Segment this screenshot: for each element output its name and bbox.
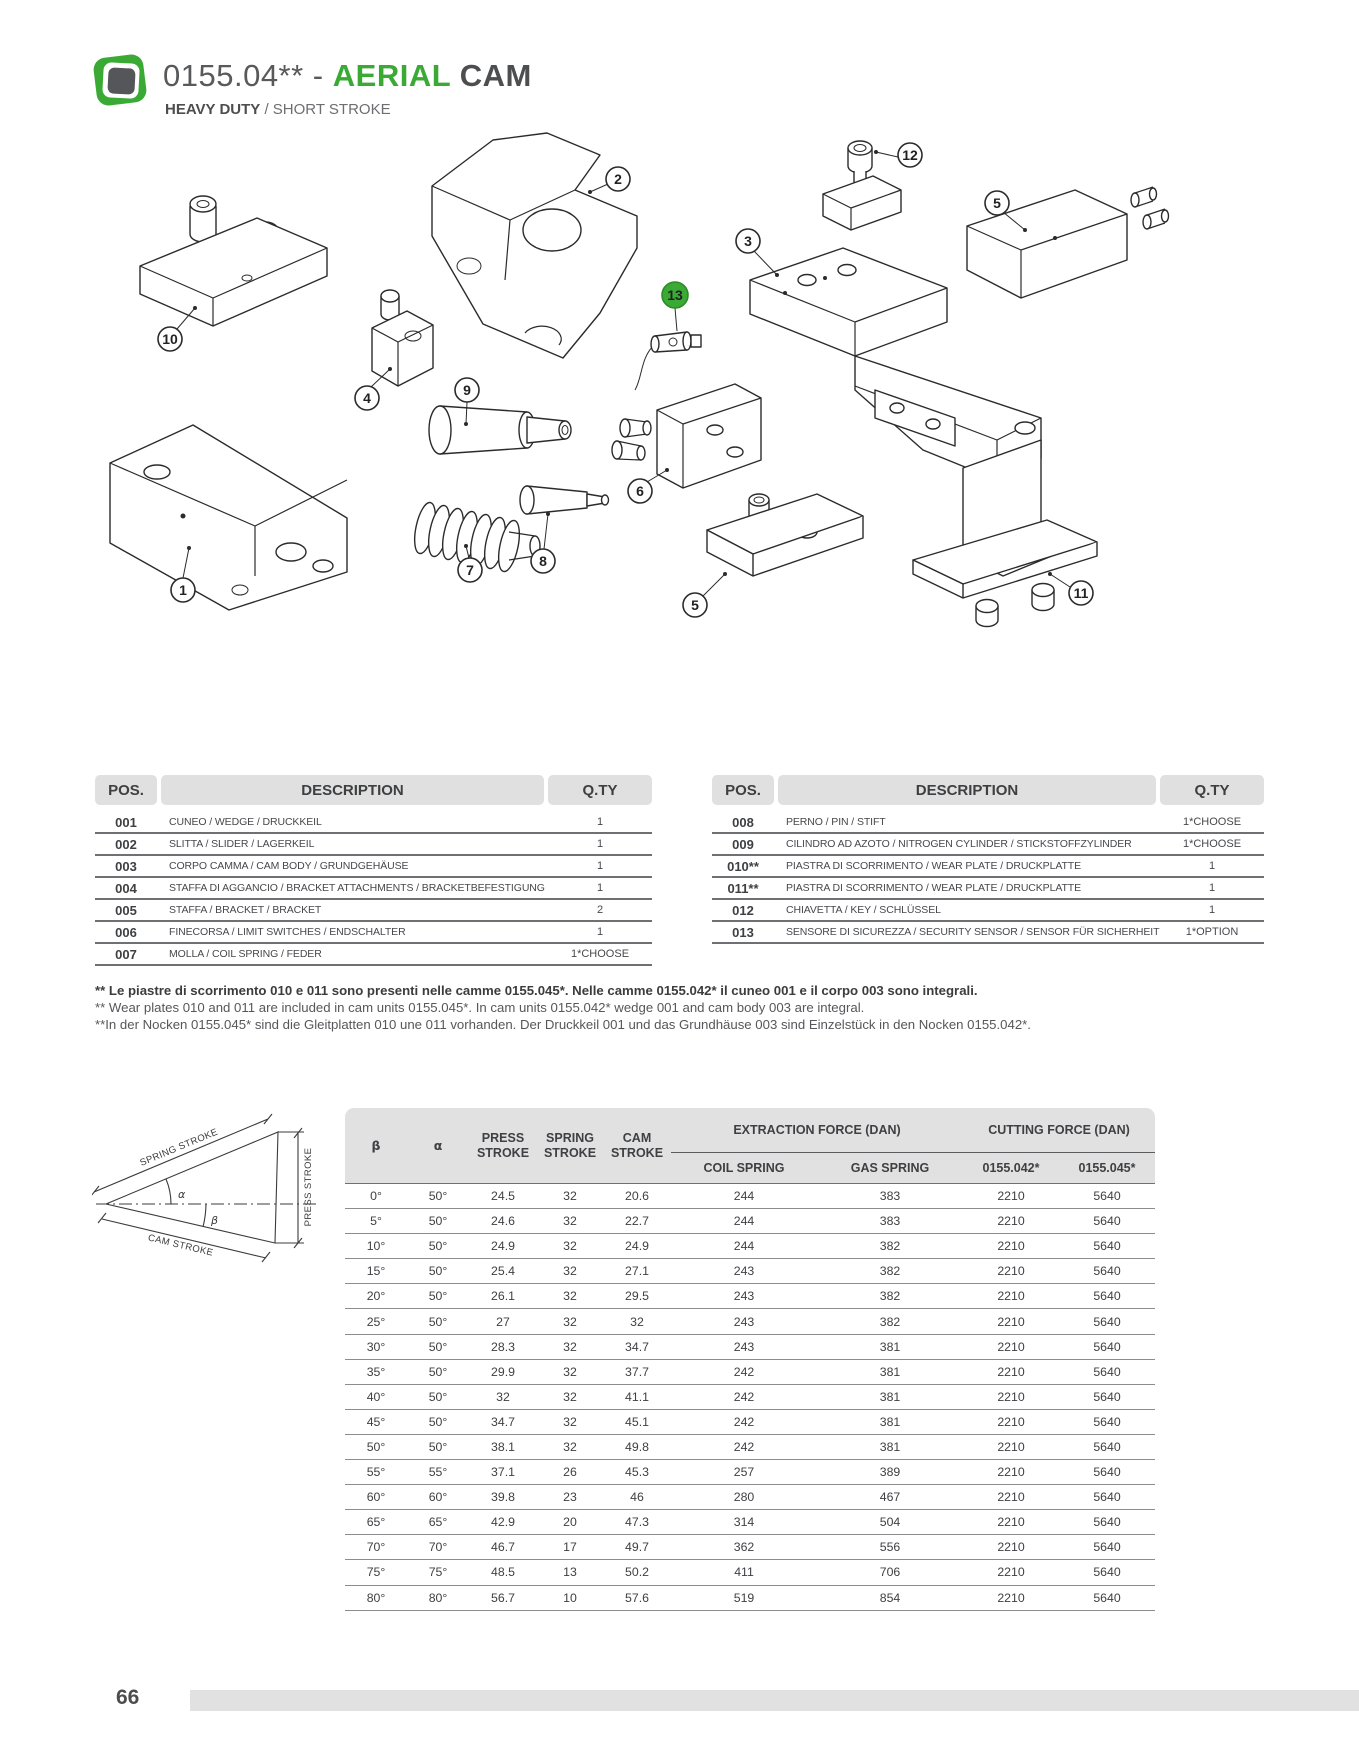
cam-stroke-value: 49.8 [603,1434,671,1459]
press-stroke-value: 37.1 [469,1460,537,1485]
gas-spring-value: 381 [817,1434,963,1459]
spring-stroke-value: 10 [537,1585,603,1610]
logo-dark-square [107,67,135,94]
column-header-qty: Q.TY [1160,775,1264,805]
header-0155-045: 0155.045* [1059,1153,1155,1184]
header-press-stroke: PRESS STROKE [469,1108,537,1184]
cam-stroke-label: CAM STROKE [146,1232,215,1259]
coil-spring-value: 411 [671,1560,817,1585]
press-stroke-value: 48.5 [469,1560,537,1585]
header-gas-spring: GAS SPRING [817,1153,963,1184]
part-pos: 012 [712,899,774,921]
part-pos: 004 [95,877,157,899]
coil-spring-value: 519 [671,1585,817,1610]
cutting-045-value: 5640 [1059,1560,1155,1585]
cutting-045-value: 5640 [1059,1460,1155,1485]
svg-text:1: 1 [179,582,187,598]
part-013-security-sensor [635,332,701,390]
alpha-label: α [178,1188,186,1201]
part-description: PIASTRA DI SCORRIMENTO / WEAR PLATE / DRUCKPLATTE [774,877,1160,899]
exploded-parts-diagram [95,128,1265,693]
part-pos: 001 [95,812,157,833]
parts-row [712,877,1264,899]
part-description: CORPO CAMMA / CAM BODY / GRUNDGEHÄUSE [157,855,548,877]
cutting-042-value: 2210 [963,1234,1059,1259]
cutting-042-value: 2210 [963,1510,1059,1535]
beta-value: 20° [345,1284,407,1309]
coil-spring-value: 244 [671,1209,817,1234]
part-qty: 2 [548,899,652,921]
beta-label: β [211,1214,219,1227]
press-stroke-value: 39.8 [469,1485,537,1510]
spring-stroke-value: 32 [537,1309,603,1334]
coil-spring-value: 244 [671,1234,817,1259]
alpha-value: 50° [407,1209,469,1234]
cutting-045-value: 5640 [1059,1334,1155,1359]
alpha-value: 80° [407,1585,469,1610]
cam-stroke-value: 27.1 [603,1259,671,1284]
parts-row [95,921,652,943]
press-stroke-value: 27 [469,1309,537,1334]
beta-value: 50° [345,1434,407,1459]
alpha-value: 50° [407,1259,469,1284]
cutting-042-value: 2210 [963,1309,1059,1334]
cam-stroke-value: 57.6 [603,1585,671,1610]
spring-stroke-value: 32 [537,1284,603,1309]
gas-spring-value: 382 [817,1309,963,1334]
gas-spring-value: 382 [817,1259,963,1284]
spec-row [345,1334,1155,1359]
beta-value: 45° [345,1409,407,1434]
cutting-045-value: 5640 [1059,1184,1155,1209]
svg-text:9: 9 [463,382,471,398]
alpha-value: 50° [407,1359,469,1384]
cutting-045-value: 5640 [1059,1485,1155,1510]
parts-table-left [95,775,652,966]
spring-stroke-value: 26 [537,1460,603,1485]
cutting-042-value: 2210 [963,1535,1059,1560]
spring-stroke-value: 32 [537,1434,603,1459]
column-header-pos: POS. [712,775,774,805]
footnote-english: ** Wear plates 010 and 011 are included in cam units 0155.045*. In cam units 0155.042* wedge 001 and cam body 003 are integral. [95,1000,865,1015]
cutting-045-value: 5640 [1059,1409,1155,1434]
header-alpha: α [407,1108,469,1184]
spring-stroke-value: 20 [537,1510,603,1535]
cutting-042-value: 2210 [963,1259,1059,1284]
part-qty: 1*OPTION [1160,921,1264,943]
coil-spring-value: 243 [671,1309,817,1334]
part-pos: 013 [712,921,774,943]
cutting-045-value: 5640 [1059,1309,1155,1334]
part-qty: 1 [548,812,652,833]
svg-text:5: 5 [691,597,699,613]
callout-12 [874,143,922,167]
spring-stroke-value: 32 [537,1234,603,1259]
press-stroke-label: PRESS STROKE [303,1147,314,1227]
gas-spring-value: 504 [817,1510,963,1535]
svg-text:11: 11 [1073,585,1089,601]
part-qty: 1*CHOOSE [1160,833,1264,855]
spring-stroke-value: 32 [537,1359,603,1384]
spec-row [345,1309,1155,1334]
spring-stroke-label: SPRING STROKE [138,1126,220,1169]
cam-stroke-value: 24.9 [603,1234,671,1259]
callout-10 [158,306,197,351]
header-coil-spring: COIL SPRING [671,1153,817,1184]
coil-spring-value: 243 [671,1334,817,1359]
header-0155-042: 0155.042* [963,1153,1059,1184]
parts-row [95,943,652,965]
coil-spring-value: 280 [671,1485,817,1510]
part-description: SLITTA / SLIDER / LAGERKEIL [157,833,548,855]
coil-spring-value: 242 [671,1434,817,1459]
cutting-045-value: 5640 [1059,1384,1155,1409]
spec-row [345,1510,1155,1535]
parts-row [712,855,1264,877]
part-009-nitrogen-cylinder [429,406,571,454]
spring-stroke-value: 23 [537,1485,603,1510]
press-stroke-value: 32 [469,1384,537,1409]
part-qty: 1 [1160,877,1264,899]
spec-row [345,1359,1155,1384]
cam-stroke-value: 41.1 [603,1384,671,1409]
svg-text:5: 5 [993,195,1001,211]
part-description: STAFFA DI AGGANCIO / BRACKET ATTACHMENTS / BRACKETBEFESTIGUNG [157,877,548,899]
stroke-geometry-diagram [92,1112,347,1270]
spec-table-section [345,1108,1155,1611]
parts-row [712,899,1264,921]
part-pos: 010** [712,855,774,877]
cutting-045-value: 5640 [1059,1359,1155,1384]
press-stroke-value: 28.3 [469,1334,537,1359]
gas-spring-value: 381 [817,1384,963,1409]
spec-row [345,1485,1155,1510]
beta-value: 0° [345,1184,407,1209]
part-010-wear-plate [140,196,327,326]
callout-13-highlighted [662,282,688,331]
spring-stroke-value: 17 [537,1535,603,1560]
svg-text:7: 7 [466,562,474,578]
title-accent: AERIAL [332,58,451,93]
parts-row [712,921,1264,943]
spec-row [345,1409,1155,1434]
parts-row [95,855,652,877]
cutting-045-value: 5640 [1059,1284,1155,1309]
parts-row [712,812,1264,833]
cutting-042-value: 2210 [963,1460,1059,1485]
part-qty: 1 [548,833,652,855]
cam-stroke-value: 37.7 [603,1359,671,1384]
coil-spring-value: 243 [671,1259,817,1284]
page-number: 66 [116,1686,140,1709]
svg-text:6: 6 [636,483,644,499]
parts-row [95,899,652,921]
svg-text:3: 3 [744,233,752,249]
cutting-042-value: 2210 [963,1359,1059,1384]
alpha-value: 55° [407,1460,469,1485]
svg-text:12: 12 [902,147,918,163]
cutting-045-value: 5640 [1059,1585,1155,1610]
callout-3 [736,229,779,277]
coil-spring-value: 242 [671,1384,817,1409]
part-qty: 1*CHOOSE [1160,812,1264,833]
part-006-limit-switch-bracket [612,384,761,488]
beta-value: 40° [345,1384,407,1409]
cutting-042-value: 2210 [963,1560,1059,1585]
part-pos: 008 [712,812,774,833]
spec-row [345,1209,1155,1234]
spec-row [345,1184,1155,1209]
press-stroke-value: 25.4 [469,1259,537,1284]
beta-value: 10° [345,1234,407,1259]
spec-table [345,1108,1155,1611]
cam-stroke-value: 50.2 [603,1560,671,1585]
spec-row [345,1535,1155,1560]
beta-value: 25° [345,1309,407,1334]
cam-stroke-value: 49.7 [603,1535,671,1560]
callout-2 [588,167,630,194]
coil-spring-value: 314 [671,1510,817,1535]
press-stroke-value: 24.6 [469,1209,537,1234]
brand-logo-icon [95,54,149,108]
spring-stroke-value: 32 [537,1384,603,1409]
svg-text:2: 2 [614,171,622,187]
part-002-slider-body [432,133,637,358]
part-pos: 006 [95,921,157,943]
gas-spring-value: 381 [817,1409,963,1434]
beta-value: 75° [345,1560,407,1585]
part-001-wedge [110,425,347,610]
cutting-045-value: 5640 [1059,1434,1155,1459]
press-stroke-value: 34.7 [469,1409,537,1434]
part-012-key [823,141,901,230]
beta-value: 80° [345,1585,407,1610]
beta-value: 15° [345,1259,407,1284]
spec-row [345,1284,1155,1309]
footnote-italian: ** Le piastre di scorrimento 010 e 011 sono presenti nelle camme 0155.045*. Nelle camme 0155.042* il cuneo 001 e il corpo 003 sono integrali. [95,983,978,998]
beta-value: 65° [345,1510,407,1535]
press-stroke-value: 24.5 [469,1184,537,1209]
press-stroke-value: 42.9 [469,1510,537,1535]
beta-value: 60° [345,1485,407,1510]
spec-row [345,1434,1155,1459]
cam-stroke-value: 29.5 [603,1284,671,1309]
beta-value: 30° [345,1334,407,1359]
press-stroke-value: 56.7 [469,1585,537,1610]
coil-spring-value: 242 [671,1409,817,1434]
alpha-value: 60° [407,1485,469,1510]
parts-row [95,877,652,899]
alpha-value: 75° [407,1560,469,1585]
gas-spring-value: 382 [817,1234,963,1259]
column-header-description: DESCRIPTION [161,775,544,805]
parts-row [95,833,652,855]
part-description: CHIAVETTA / KEY / SCHLÜSSEL [774,899,1160,921]
parts-row [712,833,1264,855]
cutting-045-value: 5640 [1059,1209,1155,1234]
svg-text:4: 4 [363,390,371,406]
part-description: SENSORE DI SICUREZZA / SECURITY SENSOR / SENSOR FÜR SICHERHEIT [774,921,1160,943]
spring-stroke-value: 13 [537,1560,603,1585]
alpha-value: 65° [407,1510,469,1535]
column-header-description: DESCRIPTION [778,775,1156,805]
part-qty: 1 [548,877,652,899]
cutting-045-value: 5640 [1059,1535,1155,1560]
cam-stroke-value: 34.7 [603,1334,671,1359]
part-qty: 1*CHOOSE [548,943,652,965]
part-pos: 005 [95,899,157,921]
part-004-bracket-attachment [372,290,433,386]
part-pos: 009 [712,833,774,855]
callout-11 [1048,572,1093,605]
alpha-value: 50° [407,1284,469,1309]
spring-stroke-value: 32 [537,1409,603,1434]
page-title: 0155.04** - AERIAL CAM [163,58,532,93]
beta-value: 5° [345,1209,407,1234]
cutting-045-value: 5640 [1059,1510,1155,1535]
header-cutting-force: CUTTING FORCE (DAN) [963,1108,1155,1153]
cutting-042-value: 2210 [963,1485,1059,1510]
cam-stroke-value: 22.7 [603,1209,671,1234]
gas-spring-value: 381 [817,1359,963,1384]
part-description: STAFFA / BRACKET / BRACKET [157,899,548,921]
alpha-value: 50° [407,1309,469,1334]
cam-stroke-value: 46 [603,1485,671,1510]
coil-spring-value: 243 [671,1284,817,1309]
parts-table-left-header [95,775,652,805]
alpha-value: 50° [407,1234,469,1259]
gas-spring-value: 381 [817,1334,963,1359]
gas-spring-value: 383 [817,1209,963,1234]
press-stroke-value: 29.9 [469,1359,537,1384]
part-qty: 1 [548,855,652,877]
svg-text:8: 8 [539,553,547,569]
gas-spring-value: 383 [817,1184,963,1209]
callout-5-lower [683,572,727,617]
part-description: PERNO / PIN / STIFT [774,812,1160,833]
beta-value: 70° [345,1535,407,1560]
column-header-pos: POS. [95,775,157,805]
part-description: CILINDRO AD AZOTO / NITROGEN CYLINDER / STICKSTOFFZYLINDER [774,833,1160,855]
alpha-value: 50° [407,1384,469,1409]
page-subtitle: HEAVY DUTY / SHORT STROKE [165,101,391,118]
spec-row [345,1460,1155,1485]
parts-table-right [712,775,1264,944]
cutting-042-value: 2210 [963,1284,1059,1309]
cutting-045-value: 5640 [1059,1234,1155,1259]
part-qty: 1 [548,921,652,943]
coil-spring-value: 257 [671,1460,817,1485]
cutting-042-value: 2210 [963,1384,1059,1409]
part-pos: 011** [712,877,774,899]
press-stroke-value: 46.7 [469,1535,537,1560]
cutting-042-value: 2210 [963,1209,1059,1234]
part-qty: 1 [1160,855,1264,877]
gas-spring-value: 382 [817,1284,963,1309]
part-description: MOLLA / COIL SPRING / FEDER [157,943,548,965]
parts-row [95,812,652,833]
spring-stroke-value: 32 [537,1259,603,1284]
spring-stroke-value: 32 [537,1184,603,1209]
product-code: 0155.04** [163,58,304,93]
svg-text:13: 13 [667,287,683,303]
spec-row [345,1259,1155,1284]
spec-row [345,1234,1155,1259]
coil-spring-value: 362 [671,1535,817,1560]
title-rest: CAM [450,58,532,93]
gas-spring-value: 556 [817,1535,963,1560]
cutting-042-value: 2210 [963,1585,1059,1610]
part-pos: 007 [95,943,157,965]
part-005-bracket-lower [707,494,863,576]
alpha-value: 70° [407,1535,469,1560]
column-header-qty: Q.TY [548,775,652,805]
press-stroke-value: 26.1 [469,1284,537,1309]
cutting-042-value: 2210 [963,1434,1059,1459]
header-extraction-force: EXTRACTION FORCE (DAN) [671,1108,963,1153]
coil-spring-value: 244 [671,1184,817,1209]
header-spring-stroke: SPRING STROKE [537,1108,603,1184]
part-description: PIASTRA DI SCORRIMENTO / WEAR PLATE / DRUCKPLATTE [774,855,1160,877]
part-pos: 003 [95,855,157,877]
gas-spring-value: 389 [817,1460,963,1485]
svg-text:10: 10 [162,331,178,347]
cam-stroke-value: 45.1 [603,1409,671,1434]
cam-stroke-value: 20.6 [603,1184,671,1209]
spec-row [345,1384,1155,1409]
parts-table-right-header [712,775,1264,805]
cam-stroke-value: 45.3 [603,1460,671,1485]
part-description: CUNEO / WEDGE / DRUCKKEIL [157,812,548,833]
footnotes [95,982,1195,1033]
cutting-042-value: 2210 [963,1334,1059,1359]
gas-spring-value: 706 [817,1560,963,1585]
beta-value: 35° [345,1359,407,1384]
cutting-045-value: 5640 [1059,1259,1155,1284]
spring-stroke-value: 32 [537,1209,603,1234]
part-008-pin [520,486,609,514]
footer-bar [190,1690,1359,1711]
header-beta: β [345,1108,407,1184]
press-stroke-value: 24.9 [469,1234,537,1259]
footnote-german: **In der Nocken 0155.045* sind die Gleitplatten 010 une 011 vorhanden. Der Druckkeil 001 und das Grundhäuse 003 sind Einzelstück in den Nocken 0155.042*. [95,1017,1031,1032]
alpha-value: 50° [407,1434,469,1459]
gas-spring-value: 854 [817,1585,963,1610]
spring-stroke-value: 32 [537,1334,603,1359]
cam-stroke-value: 32 [603,1309,671,1334]
press-stroke-value: 38.1 [469,1434,537,1459]
alpha-value: 50° [407,1334,469,1359]
cutting-042-value: 2210 [963,1409,1059,1434]
part-description: FINECORSA / LIMIT SWITCHES / ENDSCHALTER [157,921,548,943]
beta-value: 55° [345,1460,407,1485]
alpha-value: 50° [407,1409,469,1434]
spec-row [345,1560,1155,1585]
spec-row [345,1585,1155,1610]
cutting-042-value: 2210 [963,1184,1059,1209]
part-pos: 002 [95,833,157,855]
header-cam-stroke: CAM STROKE [603,1108,671,1184]
cam-stroke-value: 47.3 [603,1510,671,1535]
part-qty: 1 [1160,899,1264,921]
gas-spring-value: 467 [817,1485,963,1510]
alpha-value: 50° [407,1184,469,1209]
coil-spring-value: 242 [671,1359,817,1384]
